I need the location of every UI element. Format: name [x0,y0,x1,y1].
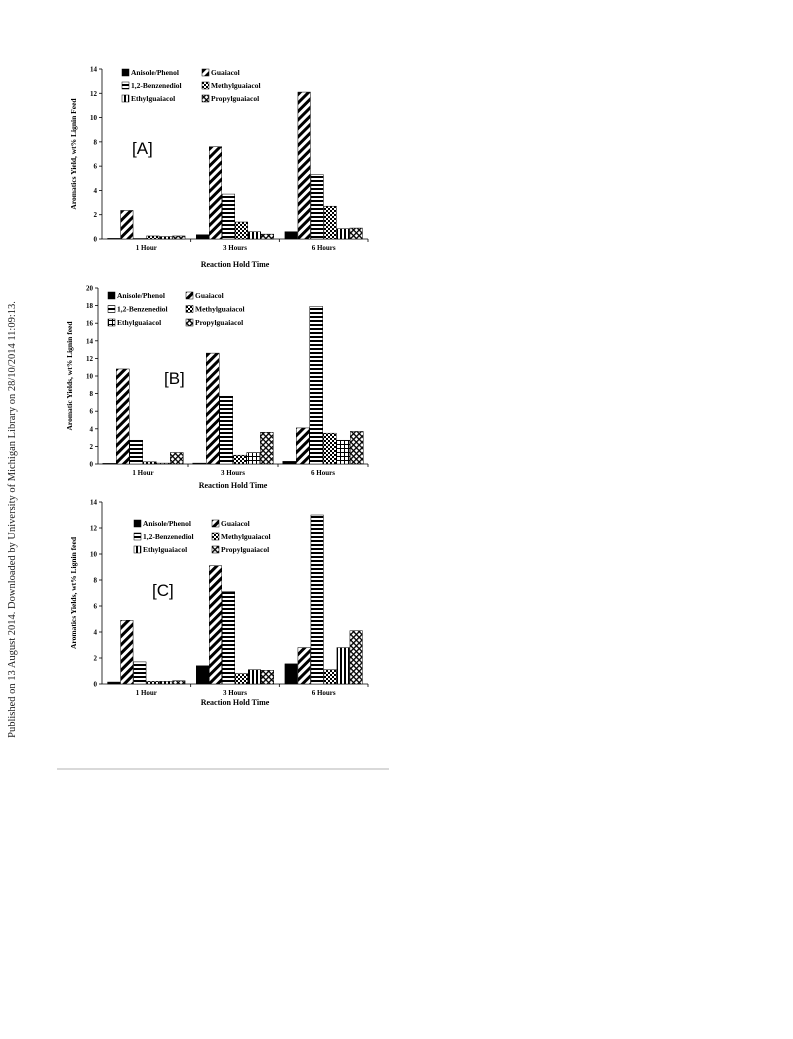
legend-swatch-propylguaiacol [202,95,209,102]
legend-swatch-guaiacol [202,69,209,76]
legend-swatch-ethylguaiacol [134,546,141,553]
legend-swatch-methylguaiacol [186,306,193,313]
bar-guaiacol-6-hours [296,428,309,464]
bar-ethylguaiacol-6-hours [337,229,350,239]
bar-methylguaiacol-6-hours [324,670,337,684]
y-tick-label: 0 [93,235,97,244]
legend-label-1-2-benzenediol: 1,2-Benzenediol [143,532,194,541]
y-axis-label: Aromatic Yields, wt% Lignin feed [65,321,74,431]
bar-ethylguaiacol-3-hours [248,670,261,684]
y-tick-label: 4 [89,425,93,434]
bar-1-2-benzenediol-1-hour [134,662,147,684]
y-tick-label: 6 [89,407,93,416]
bar-methylguaiacol-3-hours [235,674,248,684]
bar-guaiacol-6-hours [298,92,311,239]
bar-ethylguaiacol-3-hours [247,453,260,464]
bar-1-2-benzenediol-1-hour [130,440,143,464]
legend-label-anisole-phenol: Anisole/Phenol [143,519,191,528]
bar-ethylguaiacol-3-hours [248,232,261,239]
bar-methylguaiacol-1-hour [147,681,160,684]
legend-label-guaiacol: Guaiacol [221,519,250,528]
bar-guaiacol-3-hours [206,353,219,464]
x-tick-label-6-hours: 6 Hours [311,469,335,477]
legend-label-1-2-benzenediol: 1,2-Benzenediol [131,81,182,90]
bar-propylguaiacol-1-hour [173,236,186,239]
bar-1-2-benzenediol-6-hours [310,306,323,464]
panel-label: [A] [132,139,153,158]
chart-panel-b [65,285,368,491]
bar-1-2-benzenediol-3-hours [222,592,235,684]
bar-1-2-benzenediol-3-hours [222,194,235,239]
legend-label-ethylguaiacol: Ethylguaiacol [131,94,176,103]
bar-guaiacol-3-hours [209,566,222,684]
legend-label-propylguaiacol: Propylguaiacol [221,545,270,554]
bar-methylguaiacol-6-hours [323,433,336,464]
bar-1-2-benzenediol-6-hours [311,515,324,684]
y-tick-label: 6 [93,602,97,611]
y-tick-label: 14 [86,337,93,346]
bar-propylguaiacol-1-hour [173,681,186,684]
legend-swatch-1-2-benzenediol [108,306,115,313]
bar-anisole-phenol-6-hours [285,664,298,684]
y-tick-label: 2 [89,442,93,451]
bar-ethylguaiacol-1-hour [157,463,170,464]
bar-propylguaiacol-1-hour [170,453,183,464]
y-tick-label: 12 [90,89,97,98]
y-tick-label: 20 [86,284,93,293]
bar-1-2-benzenediol-6-hours [311,175,324,239]
y-tick-label: 8 [93,138,97,147]
y-tick-label: 8 [93,576,97,585]
bar-methylguaiacol-6-hours [324,206,337,239]
y-tick-label: 2 [93,654,97,663]
bar-propylguaiacol-6-hours [350,431,363,464]
bar-guaiacol-3-hours [209,147,222,239]
y-axis-label: Aromatics Yields, wt% Lignin feed [69,536,78,650]
y-tick-label: 2 [93,211,97,220]
y-tick-label: 0 [93,680,97,689]
bar-ethylguaiacol-1-hour [160,237,173,239]
y-tick-label: 6 [93,162,97,171]
y-tick-label: 12 [90,524,97,533]
legend-label-methylguaiacol: Methylguaiacol [195,304,245,314]
legend-label-guaiacol: Guaiacol [195,291,224,300]
bar-anisole-phenol-6-hours [285,232,298,239]
publication-note-text: Published on 13 August 2014. Downloaded by University of Michigan Library on 28/10/2014 11:09:13. [6,301,18,738]
x-tick-label-3-hours: 3 Hours [223,244,247,252]
bar-methylguaiacol-1-hour [143,462,156,464]
y-tick-label: 18 [86,302,93,311]
legend-swatch-1-2-benzenediol [134,533,141,540]
legend-swatch-anisole-phenol [134,520,141,527]
legend-label-ethylguaiacol: Ethylguaiacol [117,318,162,327]
legend-label-ethylguaiacol: Ethylguaiacol [143,545,188,554]
y-tick-label: 4 [93,628,97,637]
y-tick-label: 4 [93,186,97,195]
bar-guaiacol-1-hour [121,620,134,684]
legend-label-methylguaiacol: Methylguaiacol [211,81,261,90]
bar-methylguaiacol-1-hour [147,236,160,239]
y-tick-label: 10 [86,372,93,381]
bar-1-2-benzenediol-3-hours [220,396,233,464]
legend-swatch-anisole-phenol [108,292,115,299]
bar-ethylguaiacol-6-hours [337,648,350,684]
legend-swatch-propylguaiacol [186,319,193,326]
y-tick-label: 10 [90,550,97,559]
bar-ethylguaiacol-1-hour [160,681,173,684]
x-tick-label-6-hours: 6 Hours [311,689,336,697]
legend-label-methylguaiacol: Methylguaiacol [221,532,271,541]
y-axis-label: Aromatics Yield, wt% Lignin Feed [69,98,78,210]
legend-label-propylguaiacol: Propylguaiacol [195,318,244,327]
x-axis-label: Reaction Hold Time [198,481,268,490]
x-tick-label-3-hours: 3 Hours [221,469,245,477]
x-tick-label-1-hour: 1 Hour [132,469,154,477]
legend-swatch-propylguaiacol [212,546,219,553]
bar-anisole-phenol-3-hours [196,666,209,684]
legend-label-anisole-phenol: Anisole/Phenol [117,291,165,300]
legend-label-1-2-benzenediol: 1,2-Benzenediol [117,304,168,314]
y-tick-label: 14 [90,65,97,74]
bar-propylguaiacol-6-hours [350,631,363,684]
panel-label: [B] [164,369,185,388]
bar-anisole-phenol-3-hours [196,235,209,239]
bar-methylguaiacol-3-hours [235,222,248,239]
bar-methylguaiacol-3-hours [233,455,246,464]
legend-swatch-methylguaiacol [202,82,209,89]
footer-divider [57,768,389,770]
y-tick-label: 0 [89,460,93,469]
y-tick-label: 12 [86,354,93,363]
chart-panel-c [69,499,368,708]
legend-swatch-guaiacol [186,292,193,299]
legend-swatch-guaiacol [212,520,219,527]
x-tick-label-3-hours: 3 Hours [223,689,247,697]
bar-propylguaiacol-3-hours [261,670,274,684]
legend-swatch-1-2-benzenediol [122,82,129,89]
legend-label-guaiacol: Guaiacol [211,68,240,77]
y-tick-label: 8 [89,390,93,399]
x-tick-label-6-hours: 6 Hours [311,244,336,252]
chart-panel-a [69,66,368,270]
bar-guaiacol-1-hour [121,210,134,239]
bar-1-2-benzenediol-1-hour [134,238,147,239]
bar-anisole-phenol-1-hour [103,463,116,464]
legend-swatch-anisole-phenol [122,69,129,76]
y-tick-label: 14 [90,498,97,507]
bar-anisole-phenol-1-hour [108,238,121,239]
bar-anisole-phenol-1-hour [108,682,121,684]
legend-swatch-methylguaiacol [212,533,219,540]
y-tick-label: 16 [86,319,93,328]
bar-ethylguaiacol-6-hours [337,440,350,464]
x-axis-label: Reaction Hold Time [200,260,270,269]
bar-guaiacol-6-hours [298,648,311,684]
bar-anisole-phenol-3-hours [193,463,206,464]
bar-propylguaiacol-3-hours [260,432,273,464]
bar-guaiacol-1-hour [116,369,129,464]
legend-swatch-ethylguaiacol [108,319,115,326]
panel-label: [C] [152,581,174,600]
bar-anisole-phenol-6-hours [283,461,296,464]
x-tick-label-1-hour: 1 Hour [135,244,157,252]
legend-swatch-ethylguaiacol [122,95,129,102]
x-axis-label: Reaction Hold Time [200,698,270,707]
bar-propylguaiacol-3-hours [261,234,274,239]
legend-label-propylguaiacol: Propylguaiacol [211,94,260,103]
y-tick-label: 10 [90,114,97,123]
bar-propylguaiacol-6-hours [350,228,363,239]
legend-label-anisole-phenol: Anisole/Phenol [131,68,179,77]
x-tick-label-1-hour: 1 Hour [135,689,157,697]
